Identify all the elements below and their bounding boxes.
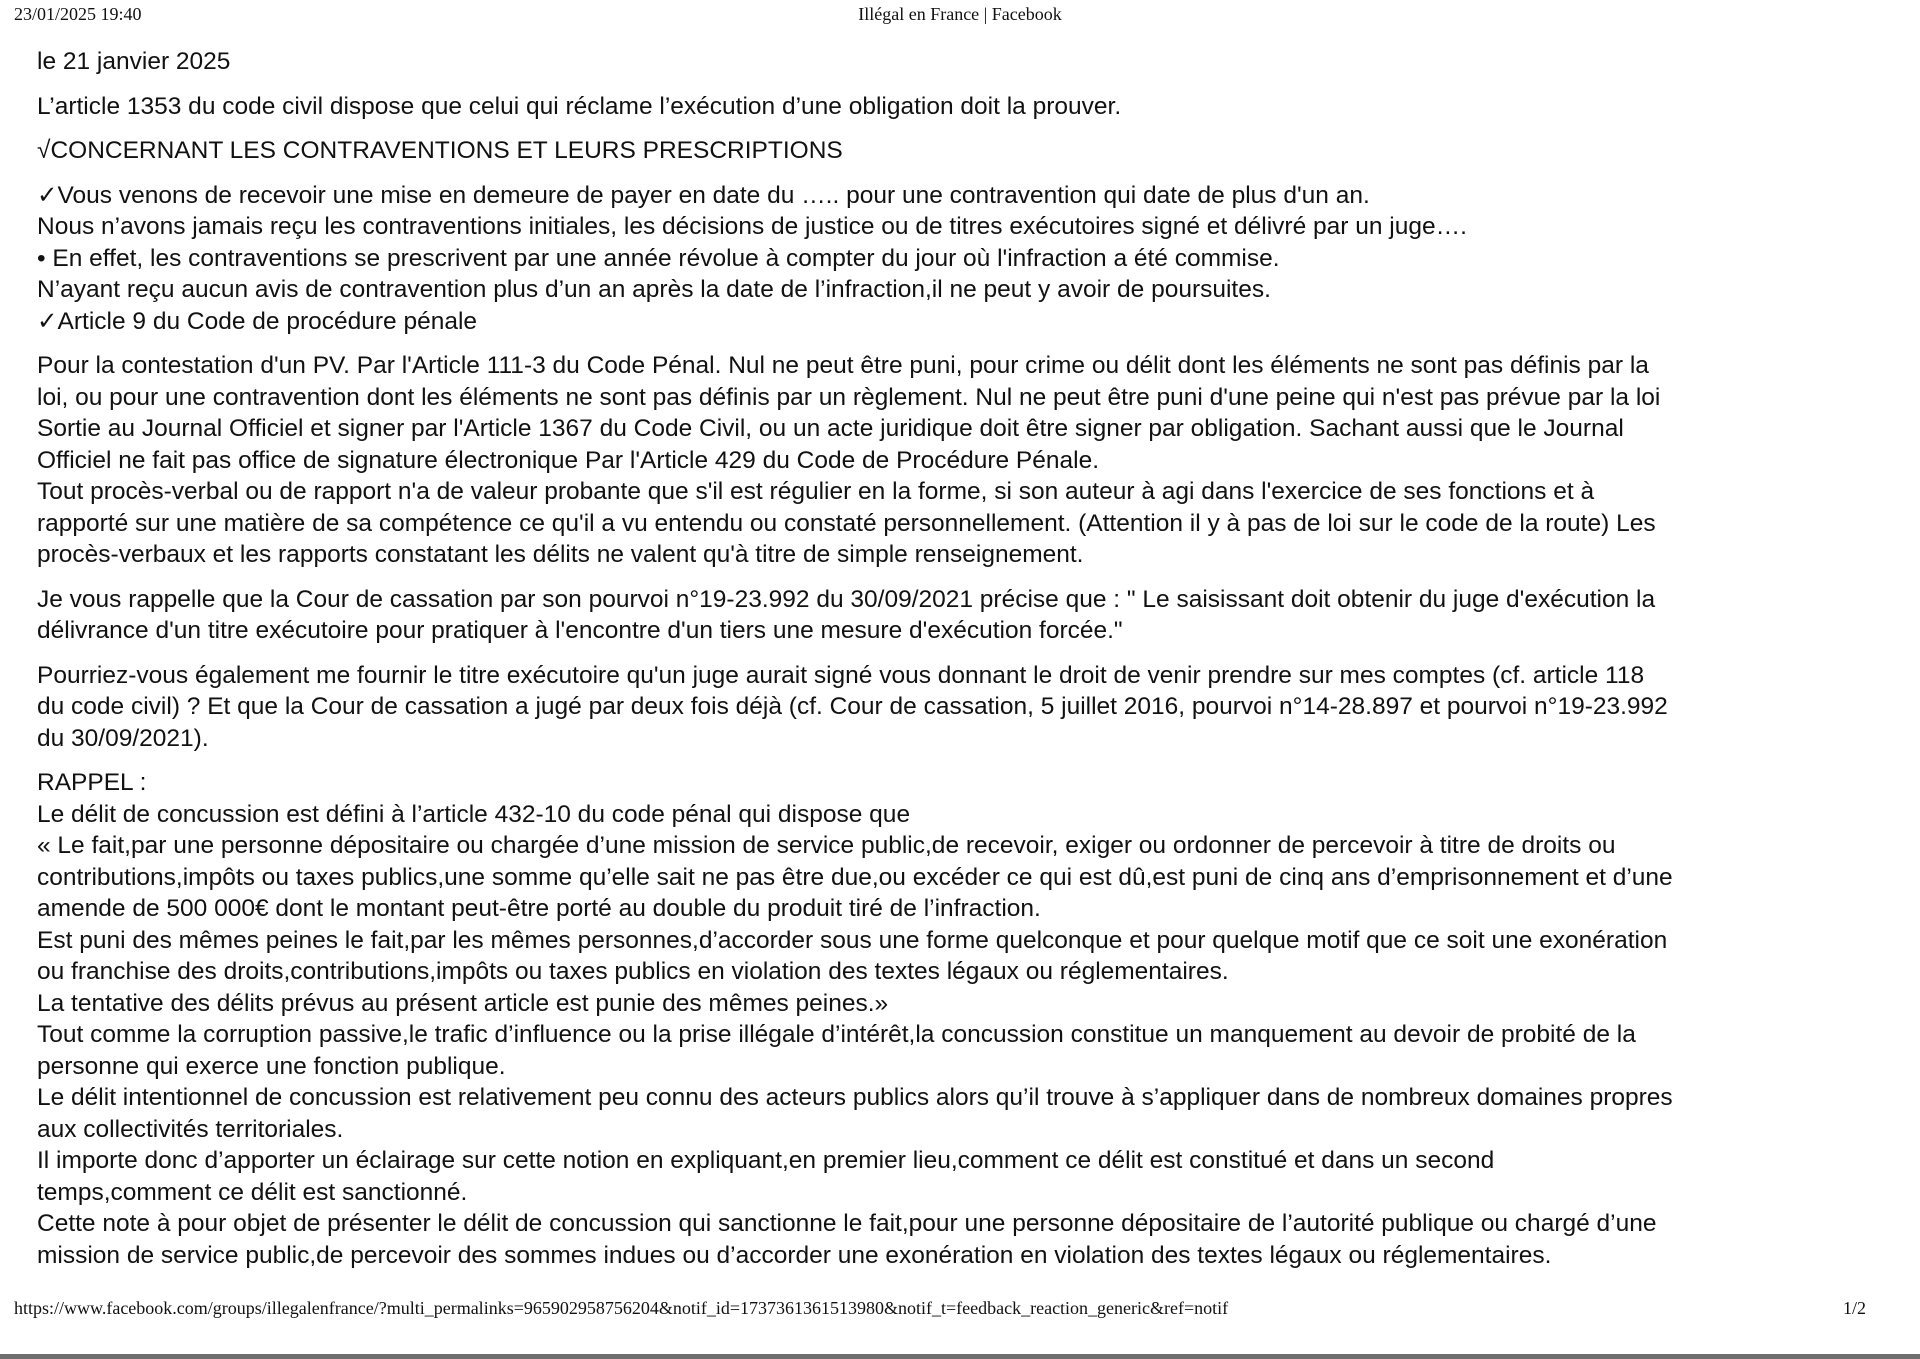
text-line: RAPPEL : [37, 769, 147, 796]
text-line: Sortie au Journal Officiel et signer par l'Article 1367 du Code Civil, ou un acte juridique doit être signer par obligation. Sachant aussi que le Journal [37, 415, 1624, 442]
text-line: contributions,impôts ou taxes publics,une somme qu’elle sait ne pas être due,ou excéder ce qui est dû,est puni de cinq ans d’emprisonnement et d’une [37, 863, 1673, 891]
page-title: Illégal en France | Facebook [858, 4, 1062, 24]
text-line: personne qui exerce une fonction publique. [37, 1052, 506, 1080]
letter-date: le 21 janvier 2025 [37, 48, 231, 75]
text-line: ✓Article 9 du Code de procédure pénale [37, 307, 478, 335]
text-line: Il importe donc d’apporter un éclairage sur cette notion en expliquant,en premier lieu,comment ce délit est constitué et dans un second [37, 1147, 1495, 1174]
text-line: • En effet, les contraventions se prescrivent par une année révolue à compter du jour où l'infraction a été commise. [37, 244, 1280, 272]
text-line: délivrance d'un titre exécutoire pour pratiquer à l'encontre d'un tiers une mesure d'exécution forcée." [37, 617, 1123, 644]
text-line: loi, ou pour une contravention dont les éléments ne sont pas définis par un règlement. Nul ne peut être puni d'une peine qui n'est pas prévue par la loi [37, 383, 1661, 411]
print-footer [0, 1298, 1920, 1322]
page-number: 1/2 [1842, 1298, 1866, 1318]
text-line: Tout procès-verbal ou de rapport n'a de valeur probante que s'il est régulier en la forme, si son auteur à agi dans l'exercice de ses fonctions et à [37, 478, 1595, 505]
text-line: Pourriez-vous également me fournir le titre exécutoire qu'un juge aurait signé vous donnant le droit de venir prendre sur mes comptes (cf. article 118 [37, 661, 1645, 689]
intro-paragraph: L’article 1353 du code civil dispose que celui qui réclame l’exécution d’une obligation doit la prouver. [37, 92, 1122, 120]
text-line: Cette note à pour objet de présenter le délit de concussion qui sanctionne le fait,pour une personne dépositaire de l’autorité publique ou chargé d’une [37, 1210, 1657, 1237]
cassation-paragraph [37, 584, 1847, 647]
text-line: Officiel ne fait pas office de signature électronique Par l'Article 429 du Code de Procédure Pénale. [37, 446, 1100, 474]
text-line: procès-verbaux et les rapports constatant les délits ne valent qu'à titre de simple renseignement. [37, 541, 1084, 568]
text-line: Pour la contestation d'un PV. Par l'Article 111-3 du Code Pénal. Nul ne peut être puni, pour crime ou délit dont les éléments ne sont pas définis par la [37, 352, 1649, 379]
contestation-paragraph [37, 350, 1847, 571]
text-line: Nous n’avons jamais reçu les contraventions initiales, les décisions de justice ou de titres exécutoires signé et délivré par un juge…. [37, 213, 1467, 240]
text-line: Tout comme la corruption passive,le trafic d’influence ou la prise illégale d’intérêt,la concussion constitue un manquement au devoir de probité de la [37, 1021, 1636, 1048]
text-line: Le délit intentionnel de concussion est relativement peu connu des acteurs publics alors qu’il trouve à s’appliquer dans de nombreux domaines propres [37, 1084, 1673, 1111]
document-body [37, 46, 1847, 1271]
text-line: temps,comment ce délit est sanctionné. [37, 1178, 468, 1206]
text-line: mission de service public,de percevoir des sommes indues ou d’accorder une exonération en violation des textes légaux ou réglementaires. [37, 1241, 1552, 1269]
print-datetime: 23/01/2025 19:40 [14, 4, 142, 24]
titre-executoire-paragraph [37, 660, 1847, 755]
text-line: Le délit de concussion est défini à l’article 432-10 du code pénal qui dispose que [37, 800, 911, 828]
text-line: rapporté sur une matière de sa compétence ce qu'il a vu entendu ou constaté personnellement. (Attention il y à pas de loi sur le code de la route) Les [37, 509, 1656, 537]
text-line: du 30/09/2021). [37, 724, 209, 752]
text-line: aux collectivités territoriales. [37, 1115, 344, 1143]
text-line: ou franchise des droits,contributions,impôts ou taxes publics en violation des textes légaux ou réglementaires. [37, 958, 1229, 985]
rappel-block [37, 767, 1847, 1271]
bottom-divider [0, 1354, 1920, 1359]
text-line: amende de 500 000€ dont le montant peut-être porté au double du produit tiré de l’infraction. [37, 895, 1041, 922]
text-line: Est puni des mêmes peines le fait,par les mêmes personnes,d’accorder sous une forme quelconque et pour quelque motif que ce soit une exonération [37, 926, 1668, 954]
text-line: La tentative des délits prévus au présent article est punie des mêmes peines.» [37, 989, 889, 1017]
text-line: Je vous rappelle que la Cour de cassation par son pourvoi n°19-23.992 du 30/09/2021 précise que : " Le saisissant doit obtenir du juge d'exécution la [37, 585, 1656, 613]
text-line: ✓Vous venons de recevoir une mise en demeure de payer en date du ….. pour une contravention qui date de plus d'un an. [37, 181, 1370, 209]
text-line: N’ayant reçu aucun avis de contravention plus d’un an après la date de l’infraction,il ne peut y avoir de poursuites. [37, 276, 1271, 303]
text-line: « Le fait,par une personne dépositaire ou chargée d’une mission de service public,de recevoir, exiger ou ordonner de percevoir à titre de droits ou [37, 832, 1616, 859]
page-url: https://www.facebook.com/groups/illegalenfrance/?multi_permalinks=965902958756204&notif_id=1737361361513980&notif_t=feedback_reaction_generic&ref=notif [14, 1298, 1229, 1318]
section-heading: √CONCERNANT LES CONTRAVENTIONS ET LEURS PRESCRIPTIONS [37, 137, 843, 164]
prescription-block [37, 180, 1847, 338]
print-header [0, 4, 1920, 28]
text-line: du code civil) ? Et que la Cour de cassation a jugé par deux fois déjà (cf. Cour de cassation, 5 juillet 2016, pourvoi n°14-28.897 et pourvoi n°19-23.992 [37, 693, 1668, 720]
